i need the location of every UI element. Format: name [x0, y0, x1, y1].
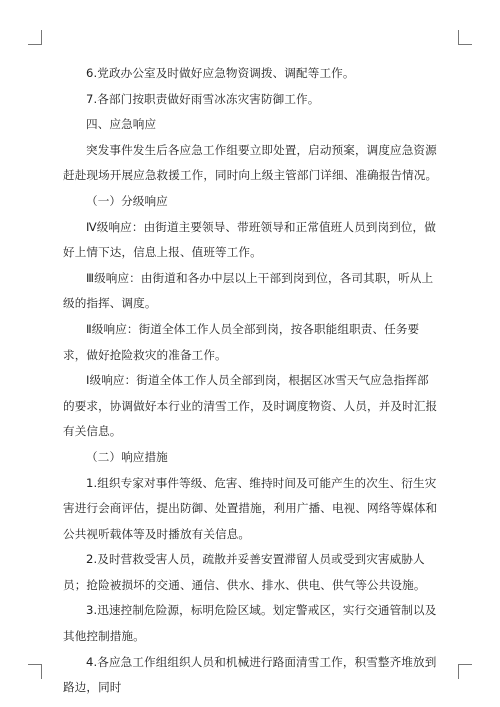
paragraph-level-3: Ⅲ级响应：由街道和各办中层以上干部到岗到位，各司其职，听从上级的指挥、调度。 — [63, 270, 434, 311]
crop-mark-bottom-left-h — [28, 664, 42, 665]
paragraph-measure-3: 3.迅速控制危险源，标明危险区域。划定警戒区，实行交通管制以及其他控制措施。 — [63, 603, 437, 644]
paragraph-measure-2: 2.及时营救受害人员，疏散并妥善安置滞留人员或受到灾害威胁人员；抢险被损坏的交通、通信、供水、排水、供电、供气等公共设施。 — [63, 552, 426, 592]
subsection-heading-response-measures: （二）响应措施 — [86, 449, 168, 464]
crop-mark-top-left-h — [28, 44, 42, 45]
crop-mark-bottom-right-h — [458, 664, 472, 665]
section-heading-emergency-response: 四、应急响应 — [86, 117, 157, 132]
paragraph-2: 7.各部门按职责做好雨雪冰冻灾害防御工作。 — [86, 91, 320, 106]
paragraph-measure-4: 4.各应急工作组组织人员和机械进行路面清雪工作，积雪整齐堆放到路边，同时 — [63, 654, 437, 695]
paragraph-level-2: Ⅱ级响应：街道全体工作人员全部到岗，按各职能组职责、任务要求，做好抢险救灾的准备工作。 — [63, 321, 420, 362]
paragraph-level-4: Ⅳ级响应：由街道主要领导、带班领导和正常值班人员到岗到位，做好上情下达，信息上报、值班等工作。 — [63, 219, 436, 260]
subsection-heading-graded-response: （一）分级响应 — [86, 193, 168, 208]
crop-mark-bottom-right-v — [458, 664, 459, 679]
crop-mark-top-right-v — [458, 30, 459, 45]
paragraph-1: 6.党政办公室及时做好应急物资调拨、调配等工作。 — [86, 66, 355, 80]
paragraph-4: 突发事件发生后各应急工作组要立即处置，启动预案，调度应急资源赶赴现场开展应急救援工作，同时向上级主管部门详细、准确报告情况。 — [63, 142, 438, 183]
crop-mark-bottom-left-v — [41, 664, 42, 679]
paragraph-measure-1: 1.组织专家对事件等级、危害、维持时间及可能产生的次生、衍生灾害进行会商评估，提出防御、处置措施，利用广播、电视、网络等媒体和公共视听载体等及时播放有关信息。 — [63, 475, 438, 541]
crop-mark-top-left-v — [41, 30, 42, 45]
crop-mark-top-right-h — [458, 44, 472, 45]
document-body — [63, 61, 440, 701]
paragraph-level-1: Ⅰ级响应：街道全体工作人员全部到岗，根据区冰雪天气应急指挥部的要求，协调做好本行业的清雪工作，及时调度物资、人员，并及时汇报有关信息。 — [63, 373, 438, 439]
